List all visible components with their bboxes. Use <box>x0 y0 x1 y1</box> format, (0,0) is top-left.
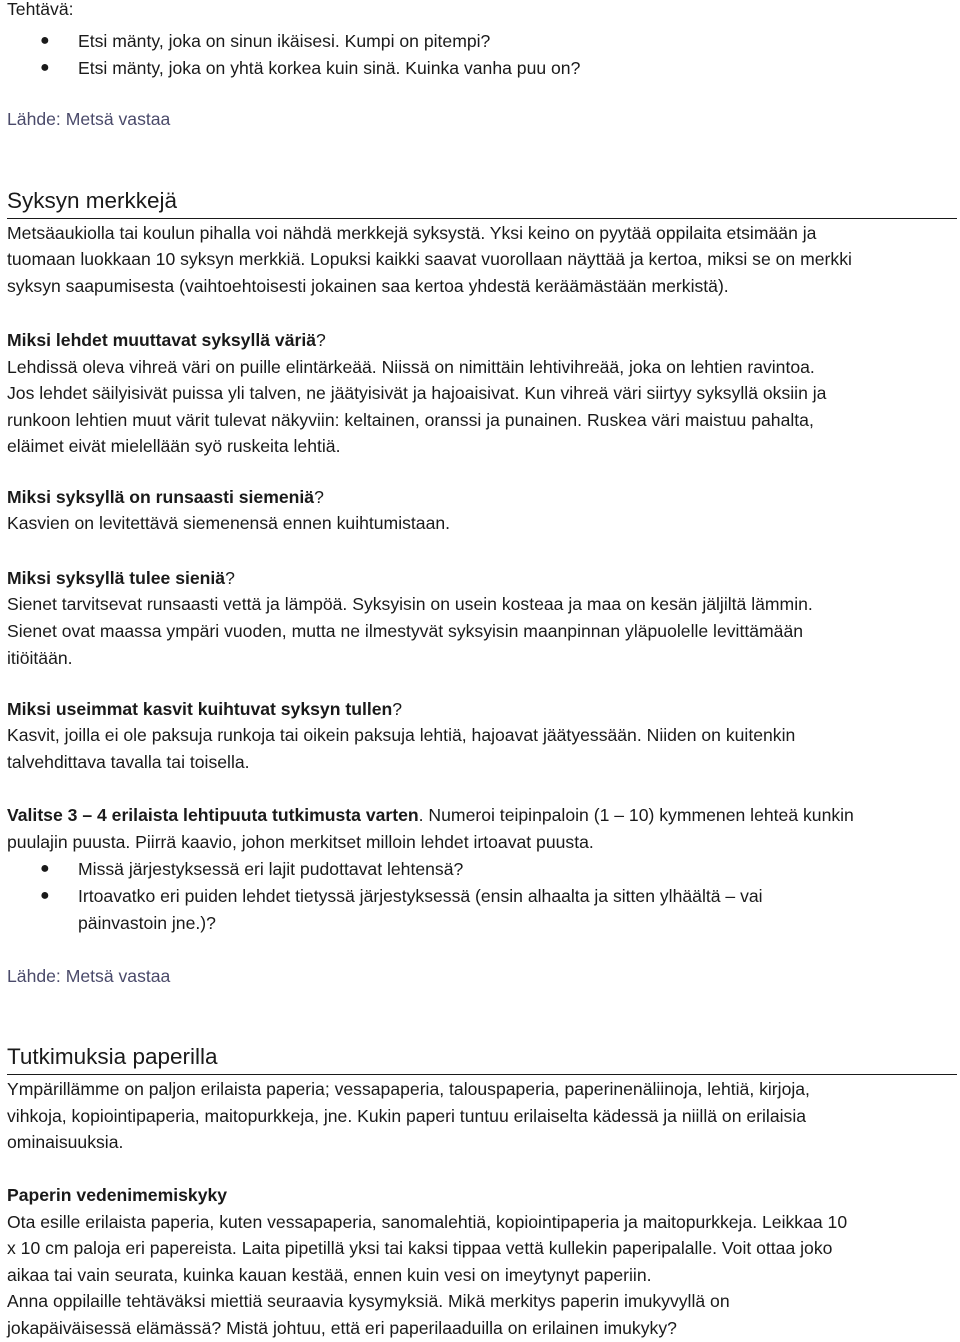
task-bullet-1: Etsi mänty, joka on sinun ikäisesi. Kumpi on pitempi? <box>78 31 491 51</box>
source-note: Lähde: Metsä vastaa <box>7 109 171 129</box>
answer-4-line: Kasvit, joilla ei ole paksuja runkoja tai oikein paksuja lehtiä, hajoavat jäätyessään. Niiden on kuitenkin <box>7 725 796 745</box>
bullet-icon: ● <box>40 59 50 76</box>
task-2-bullet: Missä järjestyksessä eri lajit pudottavat lehtensä? <box>78 859 464 879</box>
heading-rule <box>7 1074 957 1075</box>
paper-body-line: Anna oppilaille tehtäväksi miettiä seuraavia kysymyksiä. Mikä merkitys paperin imukyvyllä on <box>7 1291 730 1311</box>
autumn-intro-line: tuomaan luokkaan 10 syksyn merkkiä. Lopuksi kaikki saavat vuorollaan näyttää ja kertoa, miksi se on merkki <box>7 249 852 269</box>
task-2-bullet: Irtoavatko eri puiden lehdet tietyssä järjestyksessä (ensin alhaalta ja sitten ylhäältä – vai <box>78 886 763 906</box>
autumn-intro-line: syksyn saapumisesta (vaihtoehtoisesti jokainen saa kertoa yhdestä keräämästään merkistä). <box>7 276 729 296</box>
answer-1-line: runkoon lehtien muut värit tulevat näkyviin: keltainen, oranssi ja punainen. Ruskea väri maistuu pahalta, <box>7 410 814 430</box>
bullet-icon: ● <box>40 860 50 877</box>
task-2-line: Valitse 3 – 4 erilaista lehtipuuta tutkimusta varten. Numeroi teipinpaloin (1 – 10) kymmenen lehteä kunkin <box>7 805 854 825</box>
answer-3-line: Sienet ovat maassa ympäri vuoden, mutta ne ilmestyvät syksyisin maanpinnan yläpuolelle levittämään <box>7 621 804 641</box>
task-label: Tehtävä: <box>7 0 74 19</box>
paper-body-line: x 10 cm paloja eri papereista. Laita pipetillä yksi tai kaksi tippaa vettä kullekin paperipalalle. Voit ottaa joko <box>7 1238 833 1258</box>
paper-body-line: jokapäiväisessä elämässä? Mistä johtuu, että eri paperilaaduilla on erilainen imukyky? <box>7 1318 677 1338</box>
answer-1-line: eläimet eivät mielellään syö ruskeita lehtiä. <box>7 436 341 456</box>
task-2-line: puulajin puusta. Piirrä kaavio, johon merkitset milloin lehdet irtoavat puusta. <box>7 832 594 852</box>
answer-3-line: itiöitään. <box>7 648 73 668</box>
paper-body-line: aikaa tai vain seurata, kuinka kauan kestää, ennen kuin vesi on imeytynyt paperiin. <box>7 1265 652 1285</box>
bullet-icon: ● <box>40 887 50 904</box>
question-3: Miksi syksyllä tulee sieniä? <box>7 568 235 588</box>
question-4: Miksi useimmat kasvit kuihtuvat syksyn tullen? <box>7 699 403 719</box>
heading-rule <box>7 218 957 219</box>
paper-intro-line: ominaisuuksia. <box>7 1132 124 1152</box>
answer-1-line: Jos lehdet säilyisivät puissa yli talven, ne jäätyisivät ja hajoaisivat. Kun vihreä väri siirtyy syksyllä oksiin ja <box>7 383 827 403</box>
bullet-icon: ● <box>40 32 50 49</box>
paper-intro-line: Ympärillämme on paljon erilaista paperia; vessapaperia, talouspaperia, paperinenäliinoja, lehtiä, kirjoja, <box>7 1079 810 1099</box>
source-note: Lähde: Metsä vastaa <box>7 966 171 986</box>
answer-2-line: Kasvien on levitettävä siemenensä ennen kuihtumistaan. <box>7 513 451 533</box>
task-bullet-2: Etsi mänty, joka on yhtä korkea kuin sinä. Kuinka vanha puu on? <box>78 58 581 78</box>
paper-subheading: Paperin vedenimemiskyky <box>7 1185 228 1205</box>
answer-4-line: talvehdittava tavalla tai toisella. <box>7 752 250 772</box>
paper-body-line: Ota esille erilaista paperia, kuten vessapaperia, sanomalehtiä, kopiointipaperia ja maitopurkkeja. Leikkaa 10 <box>7 1212 848 1232</box>
answer-1-line: Lehdissä oleva vihreä väri on puille elintärkeää. Niissä on nimittäin lehtivihreää, joka on lehtien ravintoa. <box>7 357 815 377</box>
section-heading-autumn: Syksyn merkkejä <box>7 188 178 213</box>
question-1: Miksi lehdet muuttavat syksyllä väriä? <box>7 330 326 350</box>
question-2: Miksi syksyllä on runsaasti siemeniä? <box>7 487 324 507</box>
answer-3-line: Sienet tarvitsevat runsaasti vettä ja lämpöä. Syksyisin on usein kosteaa ja maa on kesän jäljiltä lämmin. <box>7 594 813 614</box>
autumn-intro-line: Metsäaukiolla tai koulun pihalla voi nähdä merkkejä syksystä. Yksi keino on pyytää oppilaita etsimään ja <box>7 223 817 243</box>
paper-intro-line: vihkoja, kopiointipaperia, maitopurkkeja, jne. Kukin paperi tuntuu erilaiselta kädessä ja niillä on erilaisia <box>7 1106 807 1126</box>
task-2-bullet-cont: päinvastoin jne.)? <box>78 913 216 933</box>
section-heading-paper: Tutkimuksia paperilla <box>7 1044 218 1069</box>
